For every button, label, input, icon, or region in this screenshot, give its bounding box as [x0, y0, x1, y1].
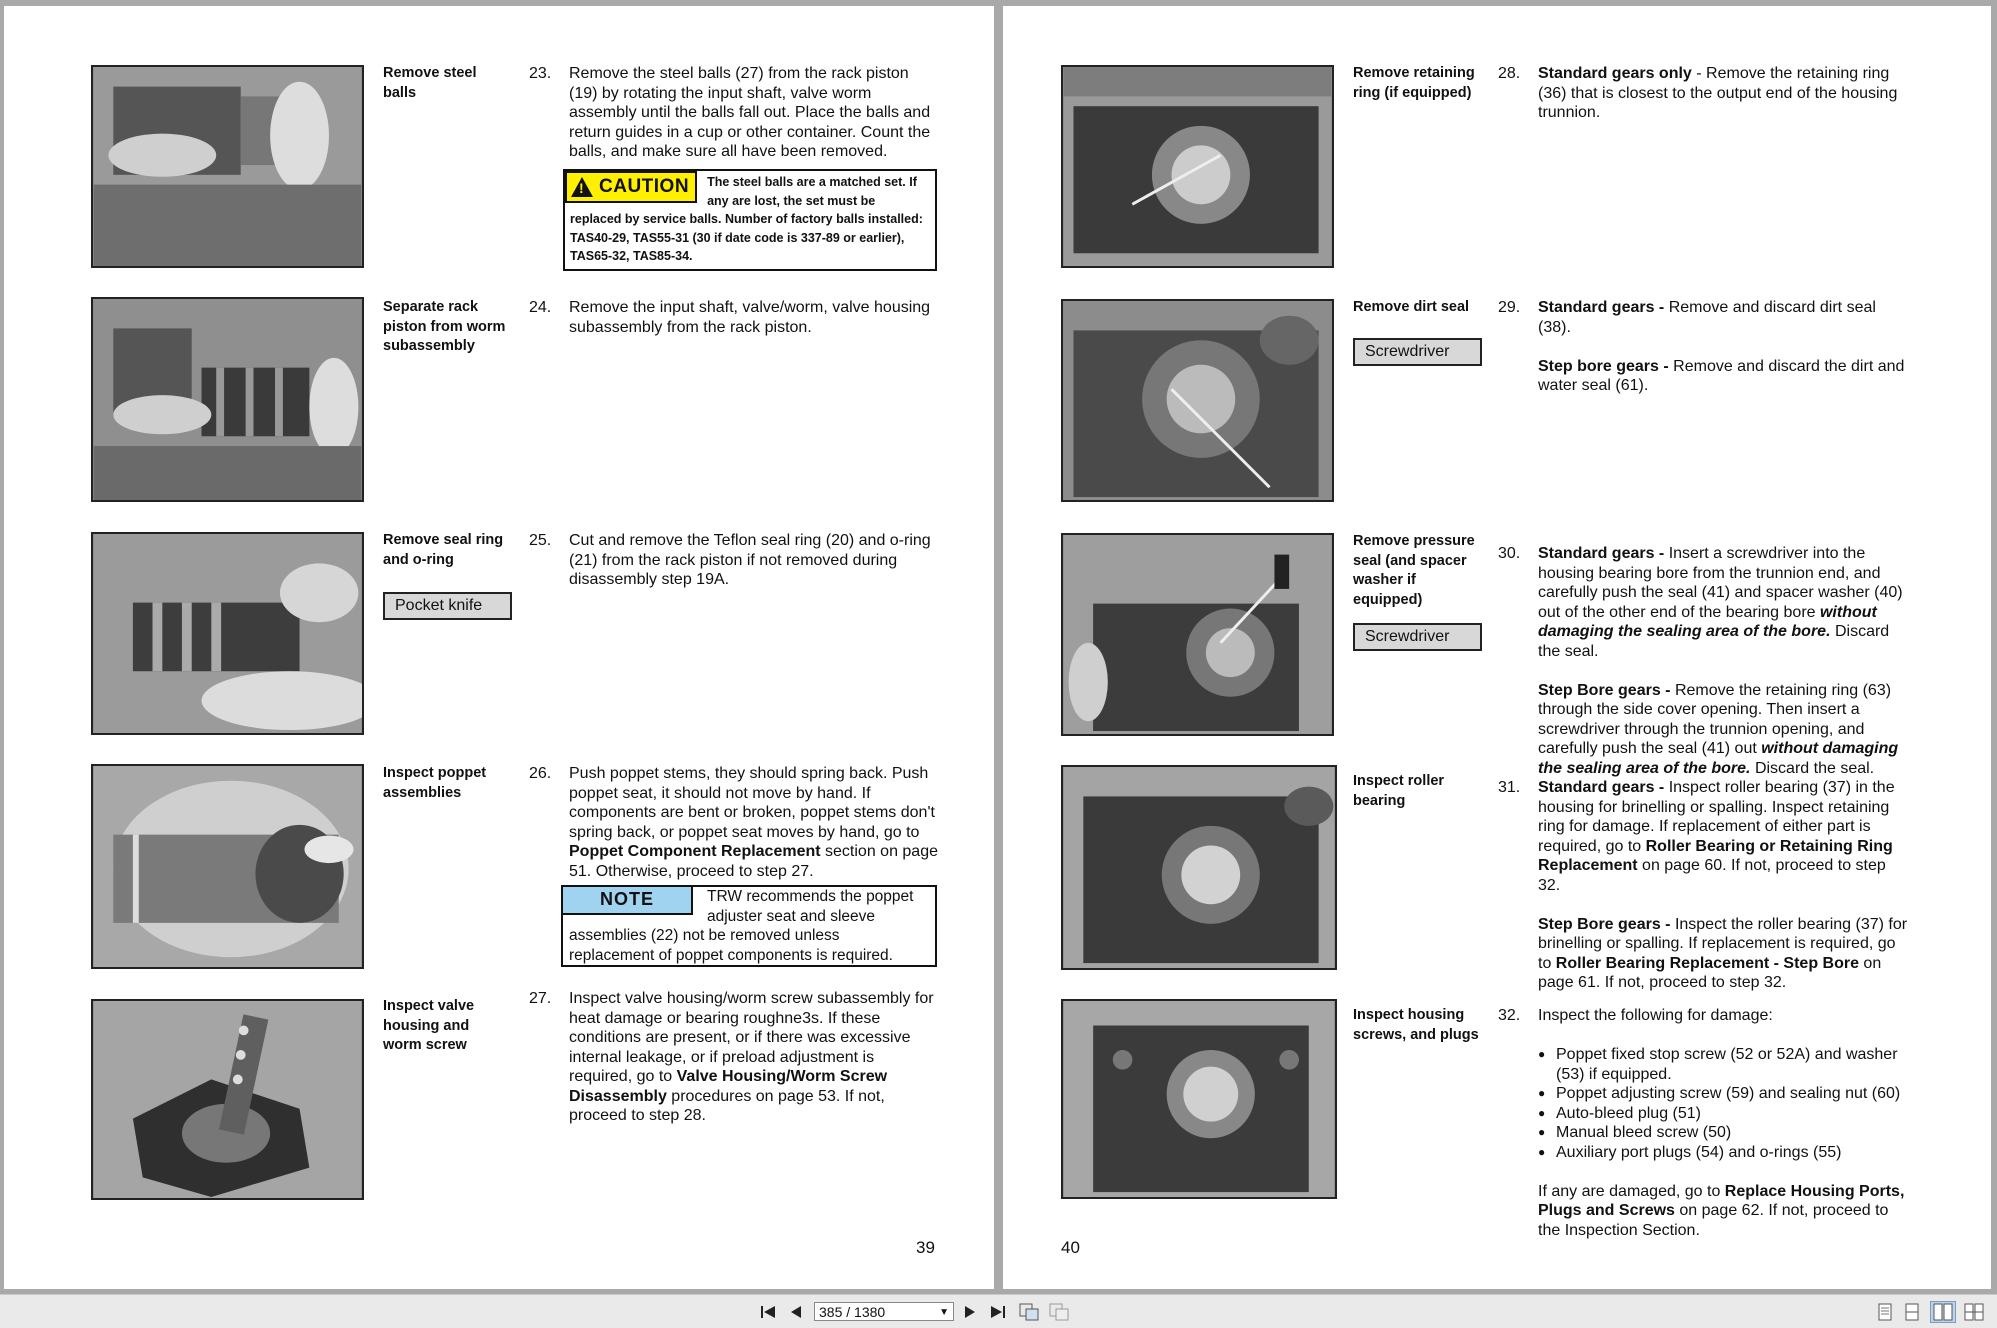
step-27-number: 27.: [529, 990, 552, 1007]
step-25-text: Cut and remove the Teflon seal ring (20) and o-ring (21) from the rack piston if not removed during disassembly step 19A.: [569, 532, 931, 588]
list-item: ● Auxiliary port plugs (54) and o-rings (55): [1538, 1143, 1908, 1163]
page-number: 39: [916, 1238, 935, 1257]
step-26-number: 26.: [529, 765, 552, 782]
step-26-text: Push poppet stems, they should spring back. Push poppet seat, it should not move by hand. If components are bent or broken, poppet stems don't spring back, or poppet seat moves by hand, go to Poppet Component Replacement section on page 51. Otherwise, proceed to step 27.: [569, 765, 938, 880]
fit-page-icon[interactable]: [1018, 1302, 1040, 1322]
caution-box: [563, 169, 937, 271]
right-page: [1003, 6, 1991, 1289]
last-page-icon[interactable]: [988, 1302, 1008, 1322]
page-selector[interactable]: 385 / 1380 ▼: [814, 1302, 954, 1321]
caution-heading: ! CAUTION: [565, 171, 697, 203]
step-29-text: Standard gears - Remove and discard dirt seal (38). Step bore gears - Remove and discard the dirt and water seal (61).: [1538, 299, 1905, 394]
fit-width-icon[interactable]: [1048, 1302, 1070, 1322]
prev-page-icon[interactable]: [788, 1302, 804, 1322]
two-page-continuous-icon[interactable]: [1962, 1302, 1986, 1322]
list-item: ● Auto-bleed plug (51): [1538, 1104, 1908, 1124]
link-valve-housing-disassembly: Valve Housing/Worm Screw Disassembly: [569, 1068, 888, 1105]
step-25-number: 25.: [529, 532, 552, 549]
step-31-text: Standard gears - Inspect roller bearing (37) in the housing for brinelling or spalling. Inspect retaining ring for damage. If replacement of either part is required, go to Roller Bearing or Retaining Ring Replacement on page 60. If not, proceed to step 32. Step Bore gears - Inspect the roller bearing (37) for brinelling or spalling. If replacement is required, go to Roller Bearing Replacement - Step Bore on page 61. If not, proceed to step 32.: [1538, 779, 1908, 991]
tool-screwdriver: Screwdriver: [1353, 623, 1482, 651]
left-page: [4, 6, 994, 1289]
note-box: [561, 885, 937, 967]
step-29-number: 29.: [1498, 299, 1521, 316]
step-25-label: Remove seal ring and o-ring: [383, 532, 504, 568]
note-heading: NOTE: [561, 885, 693, 915]
step-23-number: 23.: [529, 65, 552, 82]
next-page-icon[interactable]: [962, 1302, 978, 1322]
step-32-number: 32.: [1498, 1007, 1521, 1024]
list-item: ● Manual bleed screw (50): [1538, 1123, 1908, 1143]
warning-icon: !: [571, 177, 593, 197]
damage-checklist: [1538, 1045, 1908, 1162]
page-number: 40: [1061, 1238, 1080, 1257]
list-item: ● Poppet fixed stop screw (52 or 52A) and washer (53) if equipped.: [1538, 1045, 1908, 1084]
step-31-number: 31.: [1498, 779, 1521, 796]
step-28-number: 28.: [1498, 65, 1521, 82]
step-27-label: Inspect valve housing and worm screw: [383, 998, 475, 1053]
list-item: ● Poppet adjusting screw (59) and sealing nut (60): [1538, 1084, 1908, 1104]
link-replace-housing-ports: Replace Housing Ports, Plugs and Screws: [1538, 1182, 1905, 1219]
step-24-text: Remove the input shaft, valve/worm, valve housing subassembly from the rack piston.: [569, 299, 931, 336]
step-23-text: Remove the steel balls (27) from the rack piston (19) by rotating the input shaft, valve worm assembly until the balls fall out. Place the balls and return guides in a cup or other container. Count the balls, and make sure all have been removed.: [569, 65, 931, 160]
photo-separate-rack-piston: [91, 297, 364, 502]
step-32-label: Inspect housing screws, and plugs: [1353, 1007, 1479, 1043]
continuous-icon[interactable]: [1903, 1302, 1921, 1322]
step-26-label: Inspect poppet assemblies: [383, 765, 487, 801]
step-28-text: Standard gears only - Remove the retaining ring (36) that is closest to the output end of the housing trunnion.: [1538, 65, 1898, 121]
link-roller-bearing-step-bore: Roller Bearing Replacement - Step Bore: [1555, 954, 1859, 972]
photo-inspect-housing-screws: [1061, 999, 1337, 1199]
photo-remove-retaining-ring: [1061, 65, 1334, 268]
step-32-text: Inspect the following for damage: ● Poppet fixed stop screw (52 or 52A) and washer (53) if equipped. ● Poppet adjusting screw (59) and sealing nut (60) ● Auto-bleed plug (51) ● Manual bleed screw (50) ● Auxiliary port plugs (54) and o-rings (55) If any are damaged, go to Replace Housing Ports, Plugs and Screws on page 62. If not, proceed to the Inspection Section.: [1538, 1006, 1908, 1240]
step-24-number: 24.: [529, 299, 552, 316]
step-28-label: Remove retaining ring (if equipped): [1353, 65, 1475, 101]
photo-remove-pressure-seal: [1061, 533, 1334, 736]
caution-text: The steel balls are a matched set. If any are lost, the set must be replaced by service balls. Number of factory balls installed: TAS40-29, TAS55-31 (30 if date code is 337-89 or earlier), TAS65-32, TAS85-34.: [570, 175, 923, 263]
step-30-number: 30.: [1498, 545, 1521, 562]
single-page-icon[interactable]: [1876, 1302, 1894, 1322]
two-page-icon[interactable]: [1930, 1301, 1956, 1323]
tool-screwdriver: Screwdriver: [1353, 338, 1482, 366]
photo-remove-dirt-seal: [1061, 299, 1334, 502]
first-page-icon[interactable]: [758, 1302, 778, 1322]
tool-pocket-knife: Pocket knife: [383, 592, 512, 620]
photo-inspect-poppet: [91, 764, 364, 969]
step-29-label: Remove dirt seal: [1353, 299, 1470, 315]
link-poppet-replacement: Poppet Component Replacement: [569, 843, 821, 860]
photo-remove-seal-ring: [91, 532, 364, 735]
chevron-down-icon: ▼: [939, 1307, 949, 1318]
viewer-toolbar: [0, 1294, 1997, 1328]
photo-remove-steel-balls: [91, 65, 364, 268]
step-23-label: Remove steel balls: [383, 65, 477, 101]
step-30-label: Remove pressure seal (and spacer washer if equipped): [1353, 533, 1475, 608]
step-30-text: Standard gears - Insert a screwdriver into the housing bearing bore from the trunnion end, and carefully push the seal (41) and spacer washer (40) out of the other end of the bearing bore without damaging the sealing area of the bore. Discard the seal. Step Bore gears - Remove the retaining ring (63) through the side cover opening. Then insert a screwdriver through the trunnion opening, and carefully push the seal (41) out without damaging the sealing area of the bore. Discard the seal.: [1538, 545, 1903, 777]
step-24-label: Separate rack piston from worm subassembly: [383, 299, 506, 354]
photo-inspect-roller-bearing: [1061, 765, 1337, 970]
step-27-text: Inspect valve housing/worm screw subassembly for heat damage or bearing roughne3s. If these conditions are present, or if there was excessive internal leakage, or if preload adjustment is required, go to Valve Housing/Worm Screw Disassembly procedures on page 53. If not, proceed to step 28.: [569, 990, 934, 1124]
photo-inspect-valve-housing: [91, 999, 364, 1200]
note-text: TRW recommends the poppet adjuster seat and sleeve assemblies (22) not be removed unless replacement of poppet components is required.: [569, 888, 914, 964]
step-31-label: Inspect roller bearing: [1353, 773, 1445, 809]
link-roller-bearing-replacement: Roller Bearing or Retaining Ring Replacement: [1538, 837, 1893, 874]
